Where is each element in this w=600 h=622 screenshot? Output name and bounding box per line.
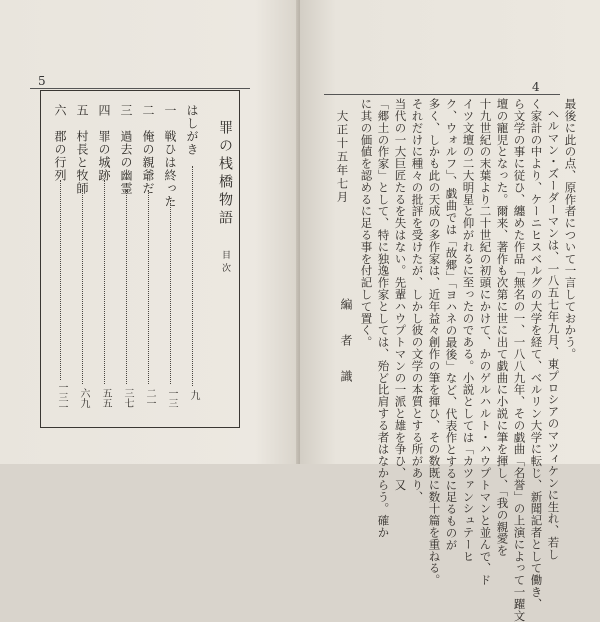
toc-title-suffix: 目次 xyxy=(220,250,230,277)
left-header-rule xyxy=(30,88,250,89)
toc-leader-2 xyxy=(148,190,149,384)
left-page xyxy=(0,0,300,464)
toc-page-5: 六九 xyxy=(78,388,89,408)
toc-entry-4[interactable]: 四 罪の城跡 xyxy=(97,104,111,182)
toc-entry-1[interactable]: 一 戦ひは終った xyxy=(163,104,177,208)
body-column-4: 壇の寵児となった。爾来、著作も次第に世に出て戯曲に小説に筆を揮し、「我の親愛を xyxy=(495,98,510,557)
body-column-0: 最後に此の点、原作者について一言しておかう。 xyxy=(563,98,578,360)
body-column-3: ら文学の事に従ひ、纏めた作品「無名の一、一八八九年、その戯曲「名誉」の上演によって一躍文 xyxy=(512,98,527,622)
right-header-rule xyxy=(324,94,560,95)
toc-leader-3 xyxy=(126,190,127,384)
toc-leader-1 xyxy=(170,200,171,384)
preface-date: 大正十五年七月 xyxy=(335,110,350,205)
body-column-9: それだけに種々の批評を受けたが、しかし彼の文学の本質とする所があり、 xyxy=(410,98,425,503)
toc-entry-0[interactable]: はしがき xyxy=(185,104,199,156)
toc-entry-6[interactable]: 六 郡の行列 xyxy=(53,104,67,182)
editor-signature: 編 者 識 xyxy=(339,298,353,388)
toc-page-1: 一三 xyxy=(166,388,177,408)
left-page-number: 5 xyxy=(38,74,46,88)
toc-page-2: 二一 xyxy=(144,388,155,408)
toc-box xyxy=(40,90,240,428)
toc-leader-5 xyxy=(82,190,83,384)
toc-leader-4 xyxy=(104,180,105,384)
body-column-5: 十九世紀の末葉より二十世紀の初頭にかけて、かのゲルハルト・ハウプトマンと並んで、ド xyxy=(478,98,493,586)
right-page-number: 4 xyxy=(532,80,540,94)
right-page xyxy=(300,0,600,622)
body-column-7: ク、ウォルフ」、戯曲では「故郷」「ヨハネの最後」など、代表作とするに足るものが xyxy=(444,98,459,551)
toc-page-3: 三七 xyxy=(122,388,133,408)
toc-leader-0 xyxy=(192,166,193,386)
body-column-10: 当代の一大巨匠たるを失はない。先輩ハウプトマンの一派と雄を争ひ、又 xyxy=(393,98,408,491)
body-column-8: 多く、しかも此の天成の多作家は、近年益々創作の筆を揮ひ、その数既に数十篇を重ねる。 xyxy=(427,98,442,586)
toc-leader-6 xyxy=(60,180,61,380)
body-column-12: に其の価値を認めるに足る事を付記して置く。 xyxy=(359,98,374,348)
body-column-6: イツ文壇の二大明星と仰がれるに至ったのである。小説としては「カツァンシュテーヒ xyxy=(461,98,476,563)
toc-title xyxy=(218,120,232,276)
body-column-11: 「郷土の作家」として、特に独逸作家としては、殆ど比肩する者はなからう。確か xyxy=(376,98,391,539)
toc-page-4: 五五 xyxy=(100,388,111,408)
toc-page-6: 一三一 xyxy=(56,382,67,412)
body-column-1: ヘルマン・ズーダーマンは、一八五七年九月、東プロシアのマツィケンに生れ、若し xyxy=(546,108,561,561)
toc-page-0: 九 xyxy=(188,390,199,400)
body-column-2: く家計の中より、ケーニヒスベルグの大学を経て、ベルリン大学に転じ、新聞記者として働き、 xyxy=(529,98,544,610)
toc-title-text: 罪の桟橋物語 xyxy=(217,120,233,228)
toc-entry-5[interactable]: 五 村長と牧師 xyxy=(75,104,89,195)
toc-entry-3[interactable]: 三 過去の幽霊 xyxy=(119,104,133,195)
toc-entry-2[interactable]: 二 俺の親爺だ xyxy=(141,104,155,195)
